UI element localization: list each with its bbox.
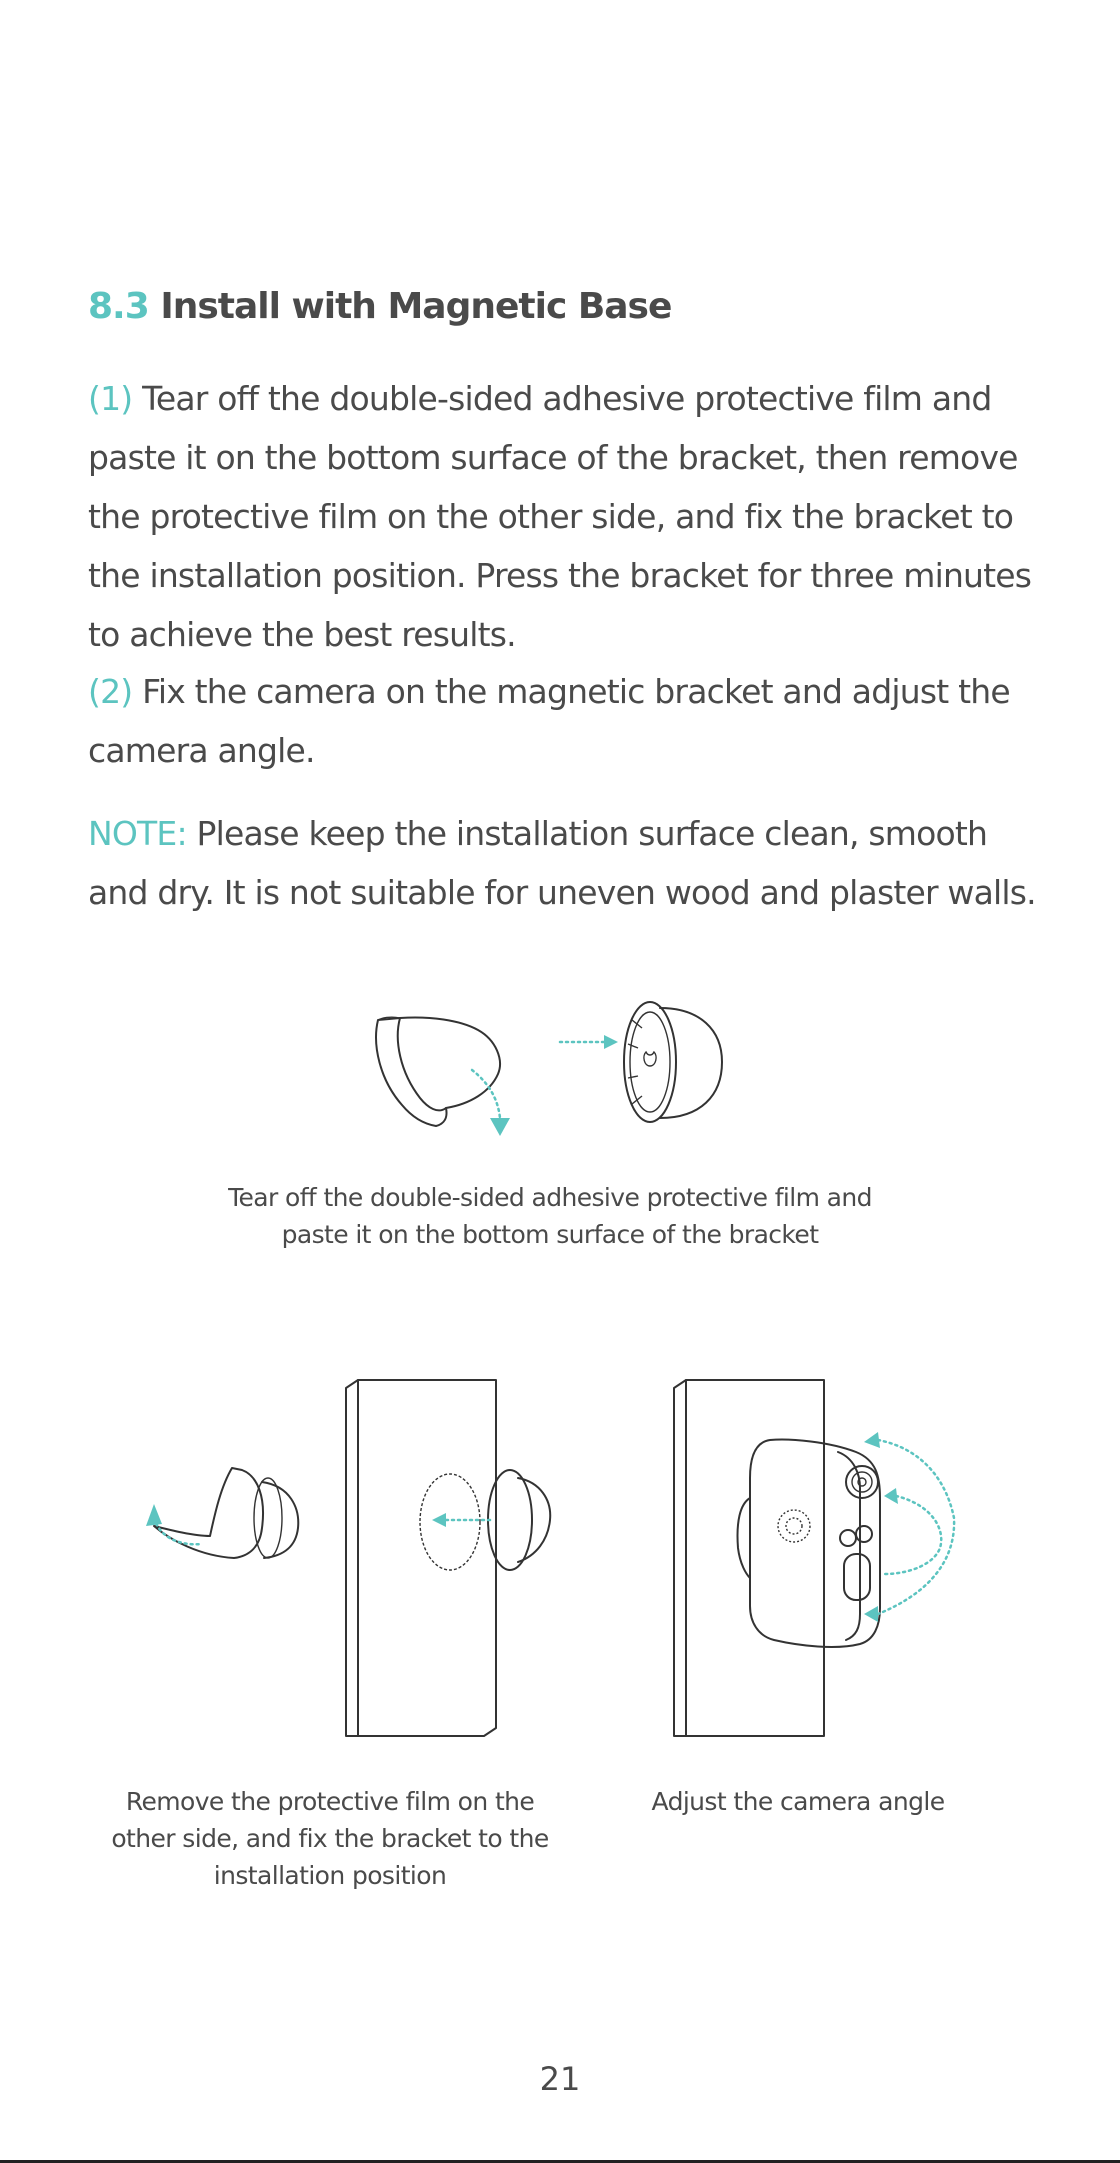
- dotted-arrow-icon: [884, 1488, 898, 1504]
- bracket-illustration: [376, 1017, 500, 1126]
- page-number: 21: [539, 2060, 581, 2098]
- bracket-illustration: [488, 1470, 550, 1570]
- fix-bracket-illustration: [140, 1378, 560, 1748]
- camera-illustration: [738, 1440, 881, 1647]
- dotted-arrow-icon: [864, 1606, 878, 1622]
- step-1: [88, 369, 1048, 664]
- dotted-arrow-icon: [432, 1513, 446, 1527]
- section-title: [88, 286, 1068, 327]
- note: [88, 804, 1048, 922]
- bracket-illustration: [624, 1002, 722, 1122]
- step-1-marker: (1): [88, 379, 133, 418]
- tear-film-illustration: [360, 1000, 740, 1150]
- bracket-illustration: [154, 1468, 298, 1558]
- note-text: Please keep the installation surface clean, smooth and dry. It is not suitable for uneven wood and plaster walls.: [88, 814, 1036, 912]
- section-title-text: Install with Magnetic Base: [160, 286, 672, 327]
- step-2-text: Fix the camera on the magnetic bracket and adjust the camera angle.: [88, 672, 1010, 770]
- caption-adjust-angle: Adjust the camera angle: [651, 1787, 945, 1816]
- dotted-arrow-icon: [490, 1118, 510, 1136]
- dotted-arrow-icon: [146, 1504, 162, 1526]
- step-1-text: Tear off the double-sided adhesive protective film and paste it on the bottom surface of the bracket, then remove the protective film on the other side, and fix the bracket to the installation position. Press the bracket for three minutes to achieve the best results.: [88, 379, 1032, 654]
- adjust-camera-illustration: [670, 1378, 970, 1748]
- step-2-marker: (2): [88, 672, 133, 711]
- adhesive-circle: [420, 1474, 480, 1570]
- caption-tear-film: Tear off the double-sided adhesive protective film and paste it on the bottom surface of the bracket: [228, 1183, 872, 1249]
- dotted-arrow-icon: [864, 1432, 880, 1448]
- note-label: NOTE:: [88, 814, 187, 853]
- wall-panel-illustration: [346, 1380, 496, 1736]
- step-2: [88, 662, 1048, 780]
- caption-fix-bracket: Remove the protective film on the other side, and fix the bracket to the installation position: [111, 1787, 549, 1890]
- dotted-arrow-icon: [604, 1035, 618, 1049]
- section-number: 8.3: [88, 286, 149, 327]
